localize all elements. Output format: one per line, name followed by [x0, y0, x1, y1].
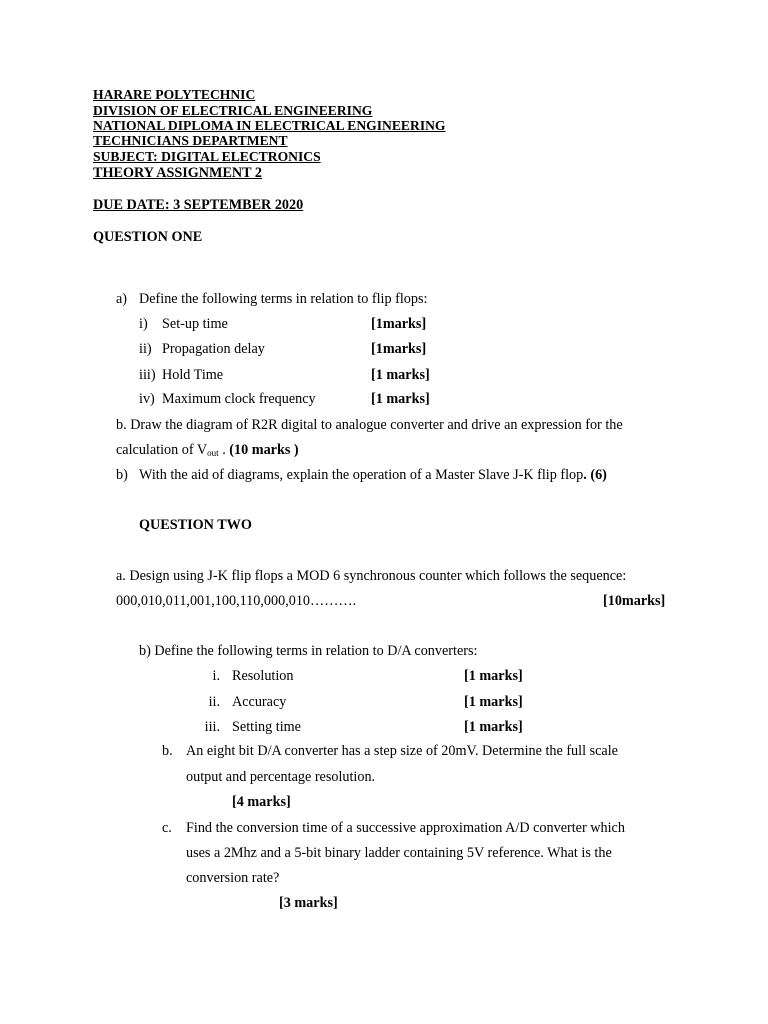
q2-b-text: b) Define the following terms in relation to D/A converters: — [139, 643, 478, 659]
q2-a-marks: [10marks] — [603, 593, 666, 609]
division-name: DIVISION OF ELECTRICAL ENGINEERING — [93, 103, 373, 118]
q2-item-term: Setting time — [232, 719, 301, 735]
subject-line: SUBJECT: DIGITAL ELECTRONICS — [93, 149, 321, 164]
q2-item-marks: [1 marks] — [464, 668, 523, 684]
q1-item-term: Propagation delay — [162, 341, 265, 357]
q2-a-line1: a. Design using J-K flip flops a MOD 6 synchronous counter which follows the sequence: — [116, 568, 627, 584]
q1-item-marks: [1marks] — [371, 316, 427, 332]
q2-item-num: iii. — [204, 719, 220, 735]
q2-bb-label: b. — [162, 743, 173, 759]
q1-b1-text: calculation of V — [116, 442, 208, 458]
q1-item-marks: [1 marks] — [371, 367, 430, 383]
q1-b1-dot: . — [218, 442, 230, 458]
q1-b2-text: With the aid of diagrams, explain the operation of a Master Slave J-K flip flop — [139, 467, 584, 483]
q2-bb-line1: An eight bit D/A converter has a step size of 20mV. Determine the full scale — [186, 743, 618, 759]
programme-name: NATIONAL DIPLOMA IN ELECTRICAL ENGINEERING — [93, 118, 446, 133]
department-name: TECHNICIANS DEPARTMENT — [93, 133, 288, 148]
q1-item-term: Maximum clock frequency — [162, 391, 316, 407]
q1-item-term: Set-up time — [162, 316, 228, 332]
q2-bb-line2: output and percentage resolution. — [186, 769, 376, 785]
q1-b2-label: b) — [116, 467, 128, 483]
q1-b1-line2 — [116, 443, 299, 458]
q1-item-term: Hold Time — [162, 367, 224, 383]
q1-a-text: Define the following terms in relation to flip flops: — [139, 291, 428, 307]
vout-subscript: out — [207, 448, 219, 458]
q2-c-line3: conversion rate? — [186, 870, 280, 886]
q2-a-line2: 000,010,011,001,100,110,000,010………. — [116, 593, 357, 609]
institution-name: HARARE POLYTECHNIC — [93, 87, 256, 102]
q2-item-marks: [1 marks] — [464, 694, 523, 710]
q2-item-num: i. — [212, 668, 220, 684]
q2-item-marks: [1 marks] — [464, 719, 523, 735]
q1-item-num: ii) — [139, 341, 152, 357]
q2-c-marks: [3 marks] — [279, 895, 338, 911]
due-date: DUE DATE: 3 SEPTEMBER 2020 — [93, 197, 304, 213]
q1-item-num: i) — [139, 316, 148, 332]
q1-b1-line1: b. Draw the diagram of R2R digital to analogue converter and drive an expression for the — [116, 417, 623, 433]
q2-item-term: Resolution — [232, 668, 294, 684]
q1-a-label: a) — [116, 291, 128, 307]
q2-bb-marks: [4 marks] — [232, 794, 291, 810]
q1-b2-line — [139, 468, 607, 482]
q1-item-marks: [1marks] — [371, 341, 427, 357]
q1-item-num: iii) — [139, 367, 156, 383]
q1-b1-marks: (10 marks ) — [229, 442, 299, 458]
q1-item-marks: [1 marks] — [371, 391, 430, 407]
question-two-title: QUESTION TWO — [139, 517, 252, 533]
assignment-title: THEORY ASSIGNMENT 2 — [93, 165, 263, 181]
q2-item-num: ii. — [208, 694, 220, 710]
q1-b2-marks: . (6) — [583, 467, 607, 483]
q2-item-term: Accuracy — [232, 694, 287, 710]
q2-c-label: c. — [162, 820, 172, 836]
question-one-title: QUESTION ONE — [93, 229, 203, 245]
q2-c-line2: uses a 2Mhz and a 5-bit binary ladder containing 5V reference. What is the — [186, 845, 612, 861]
q1-item-num: iv) — [139, 391, 155, 407]
q2-c-line1: Find the conversion time of a successive approximation A/D converter which — [186, 820, 625, 836]
